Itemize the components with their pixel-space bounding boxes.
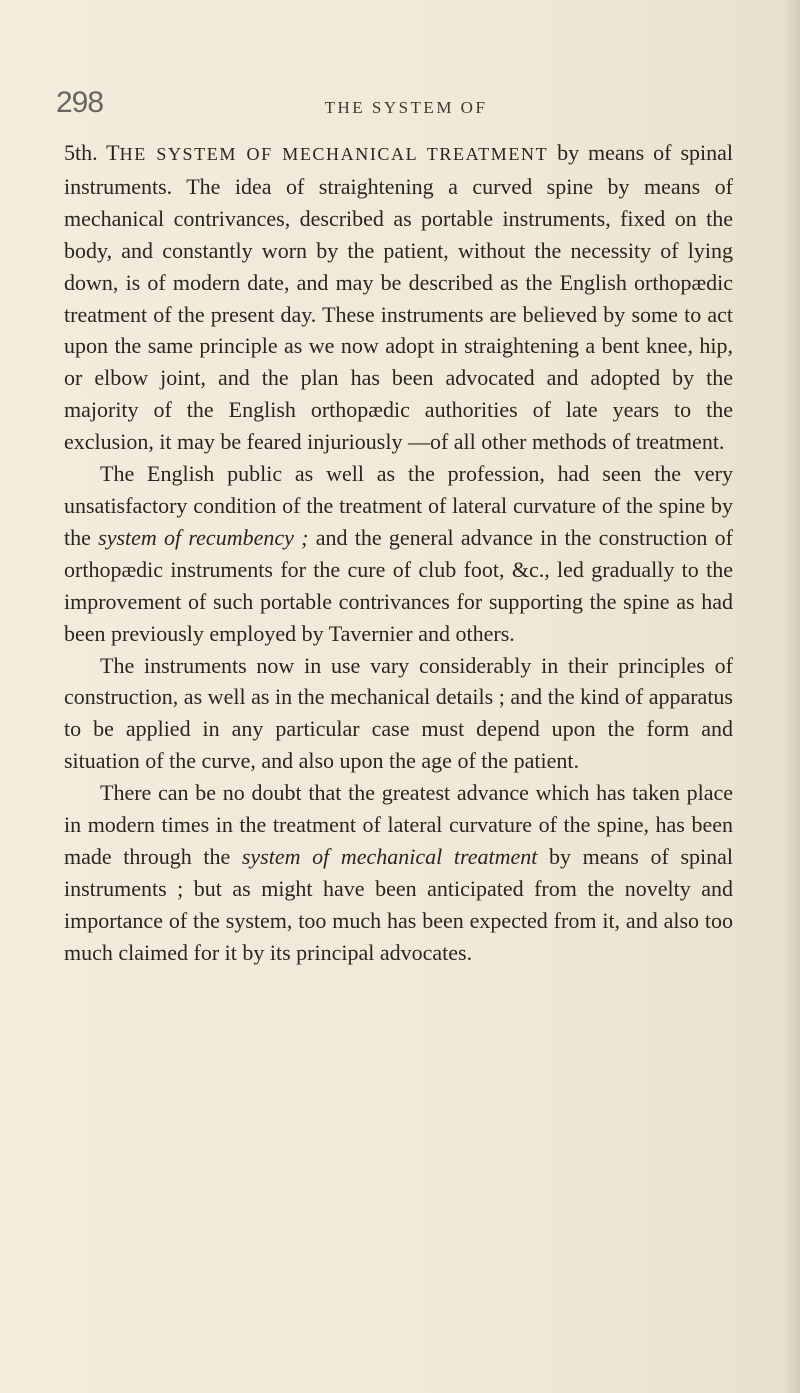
section-heading: HE SYSTEM OF MECHANICAL TREATMENT [119, 144, 549, 164]
paragraph-3-text: The instruments now in use vary considerably in their principles of construction, as well as in the mechanical details ; and the kind of apparatus to be applied in any particular case must depend upon the form and situation of the curve, and also upon the age of the patient. [64, 652, 733, 774]
paragraph-4-text-before: There can be no doubt that the greatest advance which has taken place in modern times in the treatment of lateral curvature of the spine, has been made through the [64, 780, 733, 869]
body-text [64, 137, 733, 969]
paragraph-2-text-after: and the general advance in the construction of orthopædic instruments for the cure of club foot, &c., led gradually to the improvement of such portable contrivances for supporting the spine as had been previously employed by Tavernier and others. [64, 524, 733, 646]
paragraph-2-text-before: The English public as well as the profession, had seen the very unsatisfactory condition of the treatment of lateral curvature of the spine by the [64, 461, 733, 550]
running-head [56, 86, 756, 126]
paragraph-4-text-after: by means of spinal instruments ; but as might have been anticipated from the novelty and importance of the system, too much has been expected from it, and also too much claimed for it by its principal advocates. [64, 843, 733, 965]
paragraph-1 [64, 137, 733, 458]
section-heading-initial: T [106, 140, 120, 165]
page-edge-shadow [782, 0, 800, 1393]
paragraph-1-text: by means of spinal instruments. The idea of straightening a curved spine by means of mechanical contrivances, described as portable instruments, fixed on the body, and constantly worn by the patient, without the necessity of lying down, is of modern date, and may be described as the English orthopædic treatment of the present day. These instruments are believed by some to act upon the same principle as we now adopt in straightening a bent knee, hip, or elbow joint, and the plan has been advocated and adopted by the majority of the English orthopædic authorities of late years to the exclusion, it may be feared injuriously —of all other methods of treatment. [64, 140, 733, 455]
section-number: 5th. [64, 140, 107, 165]
paragraph-2-emphasis: system of recumbency ; [98, 524, 309, 550]
running-title: THE SYSTEM OF [324, 98, 488, 117]
page-number: 298 [56, 86, 104, 119]
paragraph-2 [64, 458, 733, 649]
paragraph-3 [64, 650, 733, 778]
paragraph-4-emphasis: system of mechanical treatment [241, 843, 538, 869]
paragraph-4 [64, 777, 733, 968]
